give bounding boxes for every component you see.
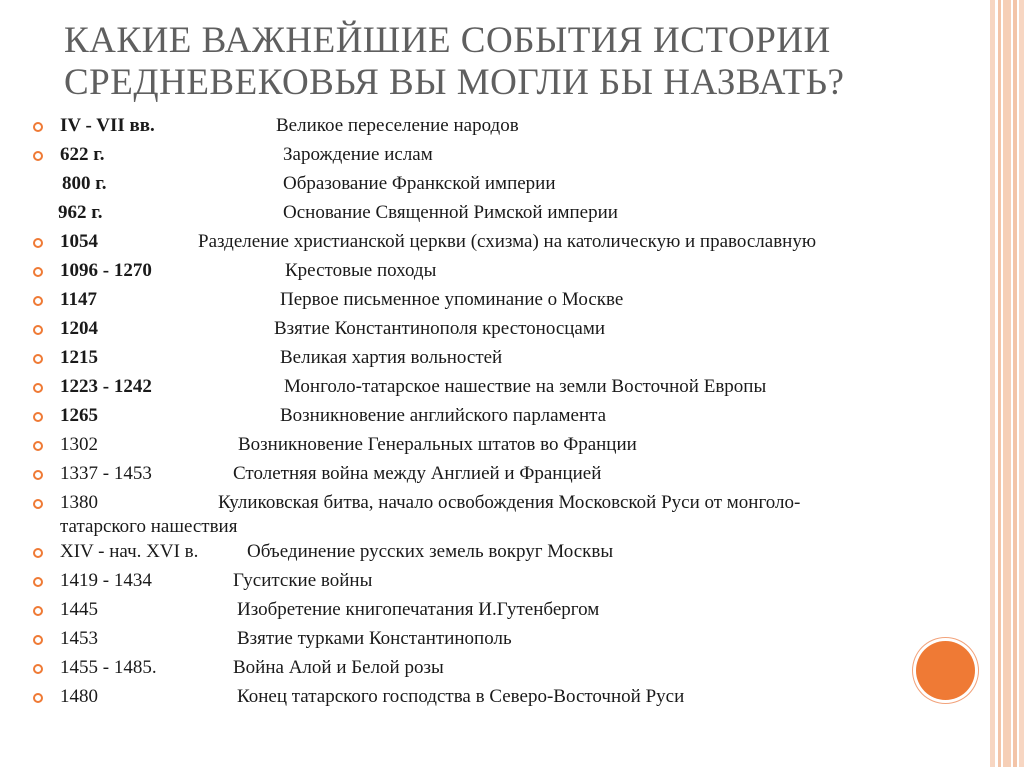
event-date: 1096 - 1270 bbox=[60, 260, 152, 281]
event-date: 1054 bbox=[60, 231, 98, 252]
bullet-icon bbox=[33, 151, 43, 161]
event-date: 962 г. bbox=[58, 202, 103, 223]
event-description: Образование Франкской империи bbox=[283, 173, 556, 194]
page-title bbox=[64, 20, 964, 104]
bullet-icon bbox=[33, 267, 43, 277]
event-date: 1445 bbox=[60, 599, 98, 620]
event-description: Война Алой и Белой розы bbox=[233, 657, 444, 678]
event-description: Крестовые походы bbox=[285, 260, 437, 281]
event-description: Основание Священной Римской империи bbox=[283, 202, 618, 223]
bullet-icon bbox=[33, 412, 43, 422]
event-description: Великая хартия вольностей bbox=[280, 347, 503, 368]
event-description: Великое переселение народов bbox=[276, 115, 519, 136]
bullet-icon bbox=[33, 606, 43, 616]
event-date: 1204 bbox=[60, 318, 98, 339]
decorative-stripes bbox=[990, 0, 1024, 767]
bullet-icon bbox=[33, 470, 43, 480]
bullet-icon bbox=[33, 664, 43, 674]
bullet-icon bbox=[33, 577, 43, 587]
event-description: Взятие Константинополя крестоносцами bbox=[274, 318, 606, 339]
event-date: 1265 bbox=[60, 405, 98, 426]
bullet-icon bbox=[33, 693, 43, 703]
bullet-icon bbox=[33, 354, 43, 364]
bullet-icon bbox=[33, 238, 43, 248]
event-date: 1419 - 1434 bbox=[60, 570, 152, 591]
event-date: 1223 - 1242 bbox=[60, 376, 152, 397]
bullet-icon bbox=[33, 296, 43, 306]
event-description: Объединение русских земель вокруг Москвы bbox=[247, 541, 614, 562]
event-description: Гуситские войны bbox=[233, 570, 373, 591]
event-date: 1302 bbox=[60, 434, 98, 455]
event-description: Разделение христианской церкви (схизма) на католическую и православную bbox=[198, 231, 817, 252]
event-description: Возникновение Генеральных штатов во Франции bbox=[238, 434, 637, 455]
event-description: Изобретение книгопечатания И.Гутенбергом bbox=[237, 599, 600, 620]
event-date: 800 г. bbox=[62, 173, 107, 194]
event-description: Монголо-татарское нашествие на земли Восточной Европы bbox=[284, 376, 767, 397]
event-date: 1453 bbox=[60, 628, 98, 649]
event-description: Столетняя война между Англией и Францией bbox=[233, 463, 602, 484]
bullet-icon bbox=[33, 635, 43, 645]
event-date: 1455 - 1485. bbox=[60, 657, 157, 678]
event-date: 1215 bbox=[60, 347, 98, 368]
event-date: XIV - нач. XVI в. bbox=[60, 541, 199, 562]
bullet-icon bbox=[33, 499, 43, 509]
event-date: 1147 bbox=[60, 289, 97, 310]
bullet-icon bbox=[33, 383, 43, 393]
event-date: 1337 - 1453 bbox=[60, 463, 152, 484]
event-description: Взятие турками Константинополь bbox=[237, 628, 512, 649]
event-date: IV - VII вв. bbox=[60, 115, 155, 136]
title-line-2: СРЕДНЕВЕКОВЬЯ ВЫ МОГЛИ БЫ НАЗВАТЬ? bbox=[64, 62, 845, 103]
event-description: Зарождение ислам bbox=[283, 144, 433, 165]
event-description: Первое письменное упоминание о Москве bbox=[280, 289, 624, 310]
event-date: 1380 bbox=[60, 492, 98, 513]
title-line-1: КАКИЕ ВАЖНЕЙШИЕ СОБЫТИЯ ИСТОРИИ bbox=[64, 20, 831, 61]
decorative-circle bbox=[916, 641, 975, 700]
bullet-icon bbox=[33, 325, 43, 335]
event-description: Возникновение английского парламента bbox=[280, 405, 607, 426]
event-description: Куликовская битва, начало освобождения Московской Руси от монголо- bbox=[218, 492, 801, 513]
event-date: 622 г. bbox=[60, 144, 105, 165]
event-description: Конец татарского господства в Северо-Восточной Руси bbox=[237, 686, 685, 707]
bullet-icon bbox=[33, 441, 43, 451]
bullet-icon bbox=[33, 548, 43, 558]
bullet-icon bbox=[33, 122, 43, 132]
event-date: 1480 bbox=[60, 686, 98, 707]
event-description-continued: татарского нашествия bbox=[60, 516, 238, 537]
